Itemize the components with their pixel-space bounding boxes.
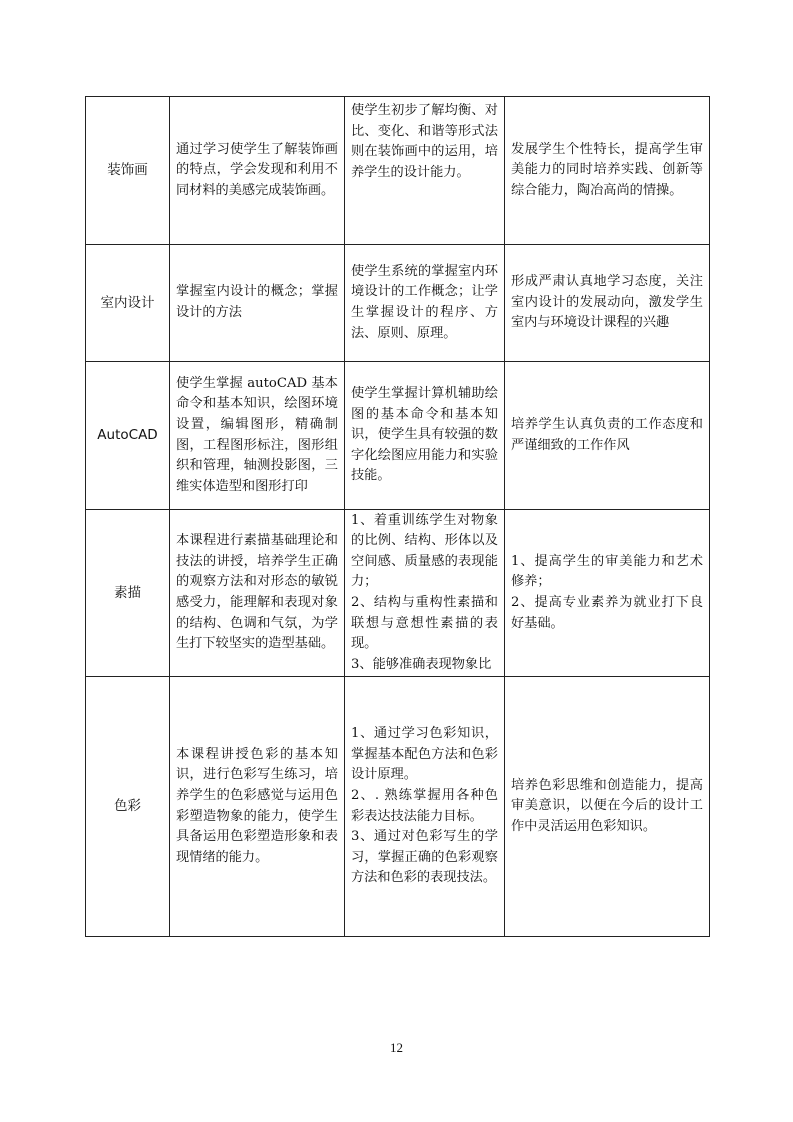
course-name: 素描	[86, 510, 170, 677]
course-name: 色彩	[86, 677, 170, 937]
knowledge-objective: 掌握室内设计的概念；掌握设计的方法	[170, 245, 345, 362]
knowledge-objective: 本课程讲授色彩的基本知识，进行色彩写生练习，培养学生的色彩感觉与运用色彩塑造物象的能力，使学生具备运用色彩塑造形象和表现情绪的能力。	[170, 677, 345, 937]
table-row	[86, 510, 710, 677]
quality-objective: 培养色彩思维和创造能力，提高审美意识，以便在今后的设计工作中灵活运用色彩知识。	[505, 677, 710, 937]
course-name: AutoCAD	[86, 362, 170, 510]
ability-objective: 1、着重训练学生对物象的比例、结构、形体以及空间感、质量感的表现能力； 2、结构与重构性素描和联想与意想性素描的表现。 3、能够准确表现物象比	[345, 510, 505, 677]
ability-objective: 使学生系统的掌握室内环境设计的工作概念；让学生掌握设计的程序、方法、原则、原理。	[345, 245, 505, 362]
quality-objective: 发展学生个性特长，提高学生审美能力的同时培养实践、创新等综合能力，陶冶高尚的情操。	[505, 97, 710, 245]
quality-objective: 1、提高学生的审美能力和艺术修养； 2、提高专业素养为就业打下良好基础。	[505, 510, 710, 677]
table-row	[86, 245, 710, 362]
knowledge-objective: 通过学习使学生了解装饰画的特点，学会发现和利用不同材料的美感完成装饰画。	[170, 97, 345, 245]
course-name: 装饰画	[86, 97, 170, 245]
quality-objective: 培养学生认真负责的工作态度和严谨细致的工作作风	[505, 362, 710, 510]
knowledge-objective: 使学生掌握 autoCAD 基本命令和基本知识，绘图环境设置，编辑图形，精确制图，工程图形标注，图形组织和管理，轴测投影图，三维实体造型和图形打印	[170, 362, 345, 510]
course-objectives-table	[85, 96, 710, 937]
table-row	[86, 362, 710, 510]
table-row	[86, 677, 710, 937]
page-number: 12	[390, 1040, 403, 1055]
table-row	[86, 97, 710, 245]
ability-objective: 1、通过学习色彩知识，掌握基本配色方法和色彩设计原理。 2、. 熟练掌握用各种色彩表达技法能力目标。 3、通过对色彩写生的学习，掌握正确的色彩观察方法和色彩的表现技法。	[345, 677, 505, 937]
course-name: 室内设计	[86, 245, 170, 362]
ability-objective: 使学生初步了解均衡、对比、变化、和谐等形式法则在装饰画中的运用，培养学生的设计能力。	[345, 97, 505, 245]
ability-objective: 使学生掌握计算机辅助绘图的基本命令和基本知识，使学生具有较强的数字化绘图应用能力和实验技能。	[345, 362, 505, 510]
knowledge-objective: 本课程进行素描基础理论和技法的讲授，培养学生正确的观察方法和对形态的敏锐感受力，能理解和表现对象的结构、色调和气氛，为学生打下较坚实的造型基础。	[170, 510, 345, 677]
quality-objective: 形成严肃认真地学习态度，关注室内设计的发展动向，激发学生室内与环境设计课程的兴趣	[505, 245, 710, 362]
